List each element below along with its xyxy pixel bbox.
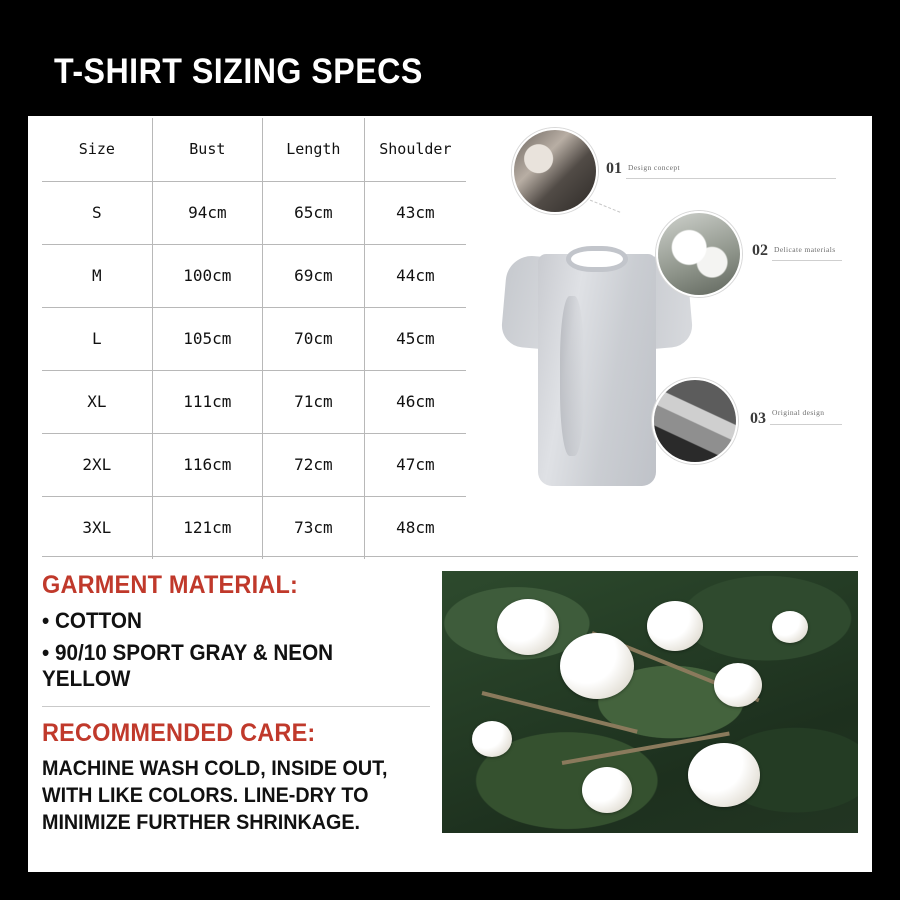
callout-photo-delicate-materials <box>656 211 742 297</box>
photo-placeholder <box>514 130 596 212</box>
cell-size: M <box>42 244 152 307</box>
cell-shoulder: 43cm <box>364 181 466 244</box>
product-graphic-panel <box>466 116 872 556</box>
page-title: T-SHIRT SIZING SPECS <box>54 52 423 91</box>
cotton-boll <box>472 721 512 757</box>
cotton-boll <box>582 767 632 813</box>
cell-bust: 100cm <box>152 244 262 307</box>
size-chart-table <box>42 118 466 559</box>
cell-length: 72cm <box>262 433 364 496</box>
callout-number-01: 01 <box>606 160 622 177</box>
tshirt-body <box>538 254 656 486</box>
leader-line-03 <box>770 424 842 425</box>
table-row <box>42 496 466 559</box>
table-row <box>42 370 466 433</box>
cell-shoulder: 44cm <box>364 244 466 307</box>
callout-label-03: Original design <box>772 408 825 417</box>
cell-size: XL <box>42 370 152 433</box>
size-table-wrapper <box>28 116 466 556</box>
cell-bust: 121cm <box>152 496 262 559</box>
cell-size: L <box>42 307 152 370</box>
specs-section <box>28 116 872 556</box>
callout-photo-original-design <box>652 378 738 464</box>
cell-shoulder: 45cm <box>364 307 466 370</box>
callout-label-01: Design concept <box>628 163 681 172</box>
cotton-boll <box>497 599 559 655</box>
table-row <box>42 433 466 496</box>
cell-shoulder: 48cm <box>396 518 435 538</box>
cell-shoulder: 47cm <box>364 433 466 496</box>
poster-header <box>28 28 872 116</box>
cotton-boll <box>647 601 703 651</box>
table-row <box>42 307 466 370</box>
cell-length: 70cm <box>262 307 364 370</box>
cell-bust: 116cm <box>152 433 262 496</box>
table-row <box>42 244 466 307</box>
column-header-size: Size <box>42 118 152 181</box>
table-header-row <box>42 118 466 181</box>
cotton-boll <box>688 743 760 807</box>
cell-bust: 105cm <box>152 307 262 370</box>
list-item: • 90/10 SPORT GRAY & NEON YELLOW <box>42 640 334 691</box>
column-header-shoulder: Shoulder <box>364 118 466 181</box>
cotton-plant-photo <box>442 571 858 833</box>
cell-shoulder: 46cm <box>364 370 466 433</box>
cell-size: 2XL <box>42 433 152 496</box>
table-row <box>42 181 466 244</box>
material-list <box>42 608 430 692</box>
callout-number-02: 02 <box>752 242 768 259</box>
cell-bust: 111cm <box>152 370 262 433</box>
poster-card <box>28 28 872 872</box>
callout-label-02: Delicate materials <box>774 245 836 254</box>
cell-length: 71cm <box>262 370 364 433</box>
photo-placeholder <box>658 213 740 295</box>
column-header-length: Length <box>262 118 364 181</box>
cell-length: 65cm <box>262 181 364 244</box>
cell-size: 3XL <box>42 496 152 559</box>
list-item: • COTTON <box>42 608 142 633</box>
callout-number-03: 03 <box>750 410 766 427</box>
info-divider <box>42 706 430 707</box>
tshirt-shading <box>560 296 584 456</box>
cotton-boll <box>560 633 634 699</box>
care-instructions: MACHINE WASH COLD, INSIDE OUT, WITH LIKE COLORS. LINE-DRY TO MINIMIZE FURTHER SHRINKAGE. <box>42 757 388 834</box>
details-section <box>28 557 872 872</box>
cell-size: S <box>42 181 152 244</box>
garment-info <box>42 571 442 872</box>
cotton-boll <box>714 663 762 707</box>
cotton-boll <box>772 611 808 643</box>
care-title: RECOMMENDED CARE: <box>42 719 316 747</box>
callout-photo-design-concept <box>512 128 598 214</box>
tshirt-collar <box>566 246 628 272</box>
material-title: GARMENT MATERIAL: <box>42 571 299 599</box>
cell-bust: 94cm <box>152 181 262 244</box>
leader-line-02 <box>772 260 842 261</box>
leader-line-01 <box>626 178 836 179</box>
cell-length: 69cm <box>262 244 364 307</box>
cell-length: 73cm <box>262 496 364 559</box>
photo-placeholder <box>654 380 736 462</box>
column-header-bust: Bust <box>152 118 262 181</box>
